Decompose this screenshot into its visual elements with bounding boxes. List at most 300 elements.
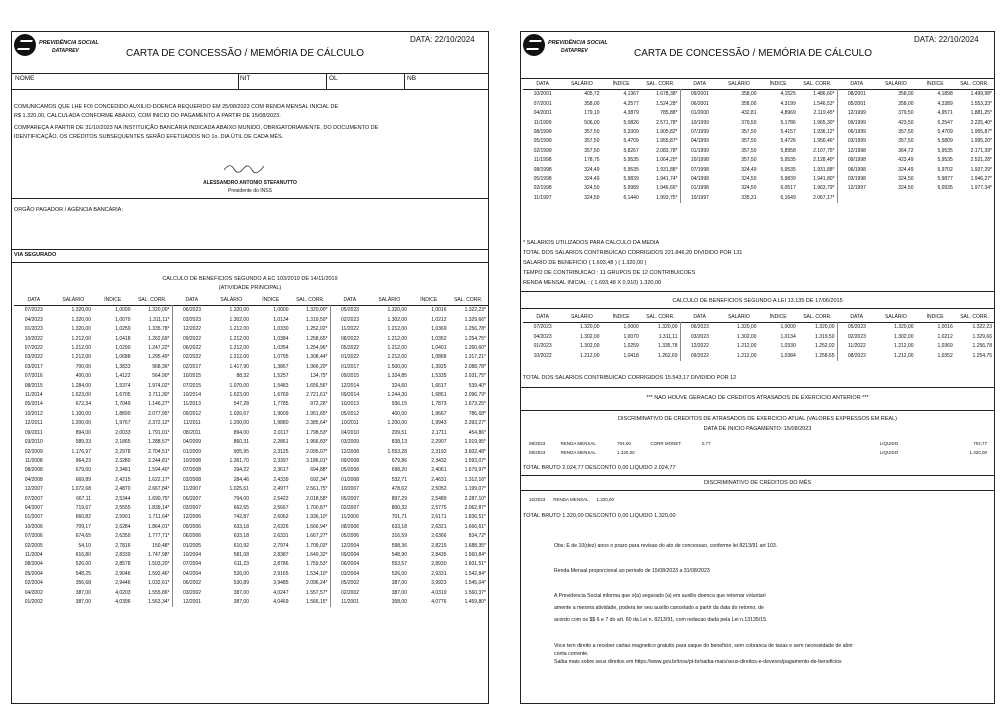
atrasados-cell: 0,77 <box>701 441 711 446</box>
table-cell <box>837 194 876 203</box>
table-cell: 358,00 <box>391 599 407 605</box>
table-cell: 1,7873 <box>431 401 447 408</box>
table-row <box>14 410 488 419</box>
table-cell: 1.256,78 <box>972 343 992 350</box>
table-cell: 581,08 <box>233 551 249 558</box>
table-cell: 4,3389 <box>937 100 953 107</box>
table-cell: 972,26* <box>291 400 331 409</box>
table-cell: 10/2014 <box>182 392 202 399</box>
table-row <box>14 353 488 362</box>
table-cell: 07/2016 <box>24 373 43 380</box>
table-row <box>14 589 488 598</box>
table-cell: 5,9535 <box>937 157 953 164</box>
table-cell: 5,3309 <box>623 129 639 136</box>
table-cell: 1.500,00 <box>387 363 407 370</box>
table-cell: 2.561,75* <box>291 485 331 494</box>
atrasados-cell: RENDA MENSAL <box>560 450 596 455</box>
table-cell: 1.649,32* <box>291 551 331 560</box>
table-row <box>14 306 488 316</box>
atrasados-cell <box>646 448 698 457</box>
table-cell: 1.302,00 <box>580 333 600 340</box>
table-cell: 3,9485 <box>273 580 289 587</box>
atrasados-cell: 1.320,00 <box>617 450 635 455</box>
table-cell: 12/2007 <box>24 486 43 493</box>
table-cell: 09/2011 <box>24 429 43 436</box>
table-cell: 3.602,48* <box>464 448 486 455</box>
table-cell: 2.031,75* <box>464 373 486 380</box>
table-cell: 09/2012 <box>182 410 202 417</box>
table-cell: 672,34 <box>75 401 91 408</box>
table-cell: 11/2011 <box>183 420 201 427</box>
table-cell <box>955 194 994 203</box>
table-cell: 1.200,00 <box>71 420 91 427</box>
table-cell: 526,00 <box>391 570 407 577</box>
obs-cartao-2: conta corrente. <box>554 651 589 657</box>
table-cell: 2,6171 <box>431 514 447 521</box>
table-cell: 785,88* <box>641 109 680 118</box>
table-cell: 07/2015 <box>182 382 202 389</box>
table-cell: 324,49 <box>898 166 914 173</box>
table-cell: 5,9535 <box>780 157 796 164</box>
table-cell: 5,9877 <box>937 176 953 183</box>
salary-table-left <box>14 296 488 607</box>
table-cell: 1,5335 <box>431 373 447 380</box>
table-cell: 11/2004 <box>24 551 43 558</box>
table-cell: 4,1525 <box>780 91 796 98</box>
table-cell: 06/2022 <box>182 345 202 352</box>
table-cell: 12/1998 <box>847 147 866 154</box>
table-cell: 2,4061 <box>431 467 447 474</box>
table-cell: 1.252,02* <box>291 325 331 334</box>
column-header: SALÁRIO <box>378 297 401 303</box>
table-cell: 1.258,65 <box>798 352 837 361</box>
table-cell: 2,6331 <box>273 533 289 540</box>
table-cell: 1,0212 <box>431 316 447 323</box>
table-cell: 478,62 <box>391 486 407 493</box>
table-cell: 05/2007 <box>340 495 360 502</box>
atrasados-cell: 08/2023 <box>529 441 546 446</box>
table-cell: 11/1999 <box>533 119 552 126</box>
table-cell: 2,3432 <box>431 457 447 464</box>
table-cell: 1,0401 <box>431 345 447 352</box>
table-cell: 12/2001 <box>182 599 202 605</box>
column-header: SAL. CORR. <box>960 314 989 320</box>
table-cell: 1,0352 <box>937 352 953 359</box>
table-cell: 5,9839 <box>623 176 639 183</box>
salary-table-right <box>523 80 994 203</box>
table-cell: 358,00 <box>898 91 914 98</box>
column-header: SALÁRIO <box>62 297 85 303</box>
table-cell: 05/2023 <box>340 307 360 314</box>
table-cell: 1.320,00* <box>291 306 331 316</box>
column-header: SALÁRIO <box>885 314 907 320</box>
table-cell: 2.107,75* <box>798 147 837 156</box>
table-cell: 02/2023 <box>847 333 866 340</box>
table-cell: 09/2015 <box>340 373 360 380</box>
table-cell: 2,4977 <box>273 486 289 493</box>
table-cell: 07/1998 <box>690 166 709 173</box>
table-cell: 1,0354 <box>273 345 289 352</box>
table-cell: 07/2023 <box>533 324 552 331</box>
table-cell: 633,18 <box>233 533 249 540</box>
table-cell: 04/2023 <box>24 316 43 323</box>
table-cell: 01/2023 <box>533 343 552 350</box>
table-cell: 02/2002 <box>340 589 360 596</box>
table-cell: 2,8215 <box>431 542 447 549</box>
table-cell: 1,5483 <box>273 382 289 389</box>
table-cell: 2.067,17* <box>798 194 837 203</box>
table-cell: 01/2009 <box>182 448 202 455</box>
table-cell: 1.212,00 <box>71 345 91 352</box>
table-cell: 2,4215 <box>115 476 131 483</box>
table-cell: 03/2023 <box>182 316 202 323</box>
table-cell: 5,9839 <box>780 176 796 183</box>
table-cell: 1.966,83* <box>291 438 331 447</box>
table-cell: 07/2022 <box>24 345 43 352</box>
table-cell: 1.905,82* <box>641 128 680 137</box>
table-cell: 2.372,12* <box>133 419 173 428</box>
table-cell: 1.623,00 <box>71 392 91 399</box>
column-header: ÍNDICE <box>262 297 280 303</box>
table-cell: 06/1999 <box>847 129 866 136</box>
table-cell: 2.711,30* <box>133 391 173 400</box>
table-cell: 1.200,00 <box>387 420 407 427</box>
table-cell: 2,3125 <box>273 448 289 455</box>
table-cell: 1.542,84* <box>464 570 486 577</box>
table-cell: 616,80 <box>75 551 91 558</box>
table-cell: 694,88* <box>291 466 331 475</box>
table-cell: 553,57 <box>391 561 407 568</box>
table-row <box>14 344 488 353</box>
table-cell: 1.254,75 <box>972 352 992 359</box>
table-cell: 1.262,69* <box>133 335 173 344</box>
table-cell: 4,3199 <box>780 100 796 107</box>
table-cell: 10/2022 <box>24 335 43 342</box>
table-cell: 357,50 <box>584 138 600 145</box>
column-header: ÍNDICE <box>926 81 944 87</box>
table-cell: 1.302,00 <box>387 316 407 323</box>
table-cell: 5,9535 <box>780 166 796 173</box>
table-cell: 2,9165 <box>273 570 289 577</box>
table-cell: 387,00 <box>391 589 407 596</box>
table-cell: 667,11 <box>76 495 91 502</box>
table-cell: 1.335,78* <box>133 325 173 334</box>
table-cell: 1.312,16* <box>464 476 486 483</box>
table-cell: 794,00 <box>233 495 249 502</box>
table-cell: 06/2002 <box>182 580 202 587</box>
table-cell: 1,6769 <box>273 392 289 399</box>
table-cell: 1.931,88* <box>641 166 680 175</box>
table-cell: 2,8387 <box>273 551 289 558</box>
atrasados-row <box>525 439 991 448</box>
table-cell: 598,36 <box>391 542 407 549</box>
table-row <box>523 156 994 165</box>
table-cell: 08/2004 <box>24 561 43 568</box>
table-cell: 1,0259 <box>115 326 131 333</box>
table-cell: 10/2004 <box>182 551 202 558</box>
table-cell: 2,4631 <box>431 476 447 483</box>
table-cell: 709,17 <box>75 523 91 530</box>
table-cell: 1,0212 <box>937 333 953 340</box>
table-cell: 11/2001 <box>341 599 359 605</box>
table-cell: 2.096,24* <box>291 579 331 588</box>
table-cell: 2,5555 <box>115 504 131 511</box>
table-cell: 1.993,75* <box>641 194 680 203</box>
document-title: CARTA DE CONCESSÃO / MEMÓRIA DE CÁLCULO <box>634 48 873 59</box>
table-cell: 1.666,94* <box>291 523 331 532</box>
column-header: SAL. CORR. <box>646 81 675 87</box>
table-cell: 1.302,00 <box>580 343 600 350</box>
table-cell: 1.747,98* <box>133 551 173 560</box>
table-row <box>14 495 488 504</box>
table-cell: 1,4122 <box>115 373 131 380</box>
table-cell: 09/2022 <box>690 352 709 359</box>
via-segurado-label: VIA SEGURADO <box>14 252 57 258</box>
table-cell: 09/2001 <box>690 91 709 98</box>
table-cell: 209,51 <box>391 429 407 436</box>
table-cell: 10/1997 <box>690 194 709 201</box>
table-cell: 11/2014 <box>24 392 43 399</box>
table-cell: 02/2009 <box>24 448 43 455</box>
table-cell: 2,0033 <box>115 429 131 436</box>
total-lei13135: TOTAL DOS SALARIOS CONTRIBUICAO CORRIGIDOS 15.543,17 DIVIDIDO POR 12 <box>523 375 737 381</box>
atrasados-cell: LIQUIDO <box>879 450 899 455</box>
field-nb: NB <box>407 75 417 82</box>
table-cell: 284,46 <box>233 476 249 483</box>
table-cell: 530,89 <box>233 580 249 587</box>
table-cell: 2,1865 <box>115 439 131 446</box>
mes-rubrica: RENDA MENSAL <box>553 497 589 502</box>
table-cell: 2,5422 <box>273 495 289 502</box>
table-cell: 2,2861 <box>273 439 289 446</box>
table-cell: 2,3397 <box>273 457 289 464</box>
table-cell: 01/1998 <box>690 185 709 192</box>
table-cell: 1.320,00 <box>387 307 407 314</box>
table-cell: 1.798,53* <box>291 429 331 438</box>
table-cell: 2.704,51* <box>133 448 173 457</box>
table-cell: 1.977,34* <box>970 185 992 192</box>
table-cell: 01/2000 <box>690 110 709 117</box>
table-row <box>523 100 994 109</box>
table-cell: 1,9009 <box>273 410 289 417</box>
table-row <box>14 485 488 494</box>
table-cell: 1.881,25* <box>970 110 992 117</box>
table-cell: 1.319,50* <box>291 316 331 325</box>
table-cell: 6,1440 <box>623 194 639 201</box>
table-cell: 4,0776 <box>431 599 447 605</box>
table-cell: 894,00 <box>233 429 249 436</box>
column-header: ÍNDICE <box>104 297 122 303</box>
table-cell: 2,6062 <box>273 514 289 521</box>
table-cell: 1.320,00* <box>133 306 173 316</box>
table-cell: 5,2547 <box>937 119 953 126</box>
table-row <box>14 382 488 391</box>
table-cell: 06/2004 <box>340 561 360 568</box>
table-cell: 08/2011 <box>183 429 201 436</box>
table-cell: 324,50 <box>741 185 757 192</box>
table-cell: 1.919,95* <box>464 439 486 446</box>
table-cell: 1,0369 <box>431 326 447 333</box>
table-cell: 564,90* <box>133 372 173 381</box>
table-row <box>523 128 994 137</box>
table-cell: 10/2022 <box>533 352 552 359</box>
table-cell: 838,13 <box>391 439 407 446</box>
table-cell: 178,75 <box>584 157 600 164</box>
table-cell: 387,00 <box>75 599 91 605</box>
table-cell: 1.864,01* <box>133 523 173 532</box>
table-cell: 2,8786 <box>273 561 289 568</box>
table-cell: 2,6284 <box>115 523 131 530</box>
table-cell: 2,6350 <box>115 533 131 540</box>
table-cell: 05/2014 <box>24 401 43 408</box>
atrasados-cell <box>698 448 720 457</box>
table-cell: 324,60 <box>391 382 407 389</box>
table-cell: 1.320,00 <box>71 316 91 323</box>
summary-line-4: TEMPO DE CONTRIBUICAO : 11 GRUPOS DE 12 CONTRIBUICOES <box>523 270 696 276</box>
table-cell: 02/1998 <box>533 185 552 192</box>
table-cell: 08/2006 <box>340 523 360 530</box>
table-cell: 1.690,75* <box>133 495 173 504</box>
table-cell: 662,65 <box>233 504 249 511</box>
table-cell: 07/2004 <box>182 561 202 568</box>
table-cell: 701,71 <box>391 514 407 521</box>
concession-paragraph: COMUNICAMOS QUE LHE FOI CONCEDIDO AUXILIO-DOENCA REQUERIDO EM 25/08/2023 COM RENDA MENSAL INICIAL DE R$ 1.320,00, CALCULADA CONFORME ABAIXO, COM INICIO DO PAGAMENTO A PARTIR DE 15/08/2023. <box>14 104 339 119</box>
table-cell: 04/1998 <box>690 176 709 183</box>
table-cell: 1,0016 <box>937 324 953 331</box>
table-cell: 1.965,30* <box>798 119 837 128</box>
table-cell: 633,18 <box>233 523 249 530</box>
table-row <box>14 504 488 513</box>
atrasados-cell: 704,77 <box>973 441 987 446</box>
document-date: DATA: 22/10/2024 <box>410 35 475 44</box>
table-cell: 2,0117 <box>273 429 289 436</box>
table-cell: 1.679,97* <box>464 467 486 474</box>
table-cell: 1.937,29* <box>970 166 992 173</box>
document-date: DATA: 22/10/2024 <box>914 35 979 44</box>
table-cell: 12/2008 <box>340 448 360 455</box>
table-cell: 12/2004 <box>340 542 360 549</box>
obs-cartao-1: Voce tem direito a receber cartao magnetico gratuito para saque do beneficio, sem cobranca de taxas e sem necessidade de abrir <box>554 643 854 649</box>
table-cell: 2,5344 <box>115 495 131 502</box>
column-header: ÍNDICE <box>769 314 787 320</box>
atrasados-cell: 1.320,00 <box>969 450 987 455</box>
table-cell: 08/2001 <box>847 91 866 98</box>
table-cell: 03/2022 <box>24 354 43 361</box>
table-cell: 1.931,88* <box>798 166 837 175</box>
table-cell: 04/2002 <box>24 589 43 596</box>
table-cell: 1.503,20* <box>133 560 173 569</box>
table-row <box>14 579 488 588</box>
carta-page-1 <box>11 31 489 704</box>
table-cell: 05/2023 <box>847 324 866 331</box>
atrasados-cell: 704,00 <box>617 441 631 446</box>
column-header: DATA <box>185 297 199 303</box>
table-cell: 1.936,10* <box>291 513 331 522</box>
table-cell: 532,71 <box>391 476 407 483</box>
table-row <box>14 476 488 485</box>
table-cell: 12/2011 <box>24 420 43 427</box>
creditos-mes-table <box>525 495 618 504</box>
table-cell: 1.319,50 <box>798 333 837 342</box>
table-cell: 968,36* <box>133 363 173 372</box>
table-cell: 1.995,20* <box>970 138 992 145</box>
obs-aviso-retorno-2: amente a mesma atividade, podera ter seu auxilio cancelado a partir da data do retorno, de <box>554 605 764 611</box>
table-cell: 679,86 <box>391 457 407 464</box>
table-cell: 1.322,23* <box>464 307 486 314</box>
table-cell: 405,72 <box>584 91 600 98</box>
table-cell: 860,31 <box>233 439 249 446</box>
table-cell: 07/1999 <box>690 129 709 136</box>
table-cell: 379,50 <box>898 110 914 117</box>
table-cell: 5,4709 <box>623 138 639 145</box>
table-cell: 1.335,78 <box>641 342 680 351</box>
table-cell: 04/2009 <box>182 439 202 446</box>
table-cell: 54,10 <box>78 542 91 549</box>
table-cell: 2.088,78* <box>464 363 486 370</box>
table-cell: 2.083,78* <box>641 147 680 156</box>
table-cell: 12/2022 <box>182 326 202 333</box>
table-cell: 1.941,80* <box>798 175 837 184</box>
table-cell: 04/2010 <box>340 429 360 436</box>
document-title: CARTA DE CONCESSÃO / MEMÓRIA DE CÁLCULO <box>126 48 365 59</box>
table-cell: 07/2007 <box>24 495 43 502</box>
table-cell: 04/2007 <box>24 504 43 511</box>
summary-line-1: * SALARIOS UTILIZADOS PARA CALCULO DA MEDIA <box>523 240 660 246</box>
table-cell: 357,50 <box>584 129 600 136</box>
table-cell: 05/2022 <box>340 345 360 352</box>
table-cell: 2,1711 <box>431 429 447 436</box>
table-cell: 1.966,20* <box>291 363 331 372</box>
table-cell: 324,49 <box>741 166 757 173</box>
table-cell: 324,50 <box>898 176 914 183</box>
table-cell: 3.186,01* <box>291 457 331 466</box>
obs-aviso-retorno-3: acordo com os $$ 6 e 7 do art. 60 da Lei n. 8213/91, com redacao dada pela Lei n.13135/15. <box>554 617 768 623</box>
table-cell: 10/2015 <box>182 373 202 380</box>
column-header: SAL. CORR. <box>960 81 989 87</box>
table-cell: 03/2002 <box>182 589 202 596</box>
table-cell: 2.096,79* <box>464 392 486 399</box>
table-cell: 5,8958 <box>780 147 796 154</box>
table-cell: 07/2006 <box>24 533 43 540</box>
table-cell: 1.146,27* <box>133 400 173 409</box>
table-cell: 04/1999 <box>690 138 709 145</box>
table-cell: 4,8969 <box>780 110 796 117</box>
table-row <box>14 448 488 457</box>
table-cell: 379,50 <box>741 119 757 126</box>
table-cell: 294,22 <box>233 467 249 474</box>
table-cell: 1.032,61* <box>133 579 173 588</box>
table-cell: 589,33 <box>75 439 91 446</box>
table-cell: 2,2978 <box>115 448 131 455</box>
table-cell: 4,1898 <box>937 91 953 98</box>
table-cell: 1.256,78* <box>464 326 486 333</box>
table-cell: 5,8267 <box>623 147 639 154</box>
table-cell: 506,00 <box>584 119 600 126</box>
table-cell: 2,3280 <box>115 457 131 464</box>
table-cell: 1,6617 <box>431 382 447 389</box>
table-row <box>14 542 488 551</box>
table-cell: 1,0016 <box>431 307 447 314</box>
table-cell: 1.329,66* <box>464 316 486 323</box>
column-header: SAL. CORR. <box>138 297 167 303</box>
table-cell: 364,72 <box>898 147 914 154</box>
table-cell: 357,50 <box>741 138 757 145</box>
column-header: ÍNDICE <box>769 81 787 87</box>
table-cell: 1.700,87* <box>291 504 331 513</box>
table-cell: 2,5775 <box>431 504 447 511</box>
table-cell: 03/2008 <box>182 476 202 483</box>
table-cell: 07/2008 <box>182 467 202 474</box>
